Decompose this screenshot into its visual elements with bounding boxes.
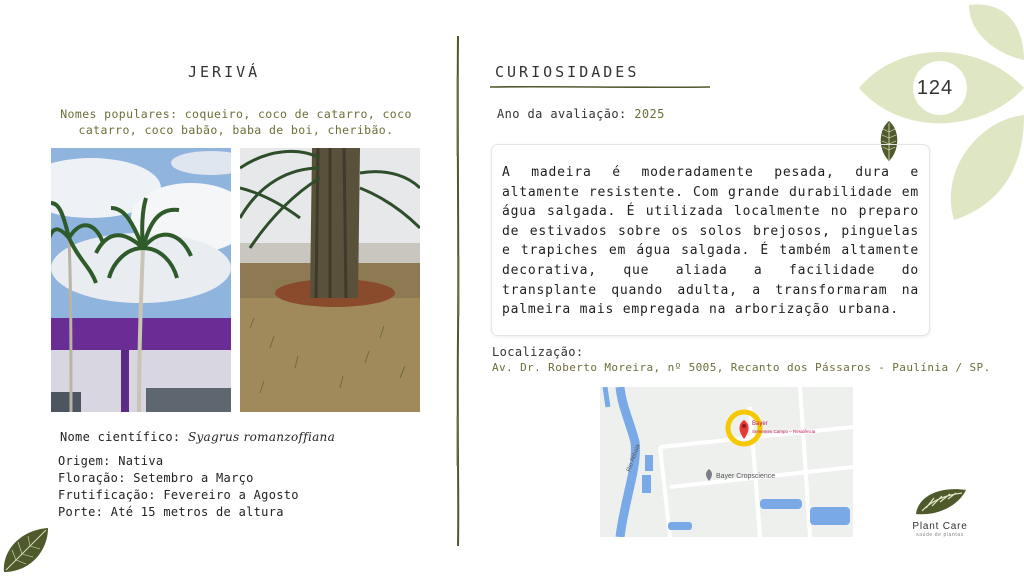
palm-trunk-photo xyxy=(240,148,420,412)
location-address: Av. Dr. Roberto Moreira, nº 5005, Recanto dos Pássaros - Paulínia / SP. xyxy=(492,361,991,374)
page-number: 124 xyxy=(916,77,954,99)
popular-names-value: coqueiro, coco de catarro, coco catarro, coco babão, baba de boi, cheribão. xyxy=(78,107,412,137)
fruiting-row xyxy=(58,487,299,504)
evaluation-year-value: 2025 xyxy=(634,107,665,121)
curiosities-title: CURIOSIDADES xyxy=(495,63,640,81)
leaf-icon xyxy=(0,526,52,576)
logo-tagline: saúde de plantas xyxy=(916,532,964,538)
pin-label: Bayer xyxy=(752,421,768,427)
flowering-row xyxy=(58,470,299,487)
column-divider xyxy=(455,36,461,546)
scientific-name-label: Nome científico: xyxy=(60,430,181,444)
fruiting-label: Frutificação: xyxy=(58,488,156,502)
popular-names xyxy=(56,106,416,138)
curiosities-box xyxy=(491,144,930,336)
origin-value: Nativa xyxy=(118,454,164,468)
place-label: Bayer Cropscience xyxy=(716,473,776,480)
evaluation-year-label: Ano da avaliação: xyxy=(497,107,627,121)
location-label: Localização: xyxy=(492,345,584,359)
origin-label: Origem: xyxy=(58,454,111,468)
logo-leaf-icon xyxy=(912,486,968,516)
title-underline xyxy=(490,85,710,89)
popular-names-label: Nomes populares: xyxy=(60,107,178,121)
evaluation-year xyxy=(497,107,665,121)
origin-row xyxy=(58,453,299,470)
palm-tree-photo xyxy=(51,148,231,412)
species-title: JERIVÁ xyxy=(188,63,261,81)
plant-care-logo xyxy=(900,486,980,540)
location-map[interactable] xyxy=(600,387,853,537)
pin-sublabel: Sementes Campo – Residência xyxy=(752,429,816,434)
size-value: Até 15 metros de altura xyxy=(110,505,284,519)
curiosities-text: A madeira é moderadamente pesada, dura e altamente resistente. Com grande durabilidade em água salgada. É utilizada localmente no preparo de estivados sobre os solos brejosos, pinguelas e trapiches em água salgada. É também altamente decorativa, que aliada a facilidade do transplante quando adulta, a transformaram na palmeira mais empregada na arborização urbana. xyxy=(502,165,919,318)
fruiting-value: Fevereiro a Agosto xyxy=(163,488,299,502)
flowering-value: Setembro a Março xyxy=(133,471,254,485)
size-label: Porte: xyxy=(58,505,104,519)
logo-name: Plant Care xyxy=(912,521,968,532)
size-row xyxy=(58,504,299,521)
road-label: Rio Atibaia xyxy=(626,443,642,473)
scientific-name-value: Syagrus romanzoffiana xyxy=(187,430,336,444)
flowering-label: Floração: xyxy=(58,471,126,485)
species-facts xyxy=(58,453,299,521)
scientific-name xyxy=(60,430,335,444)
